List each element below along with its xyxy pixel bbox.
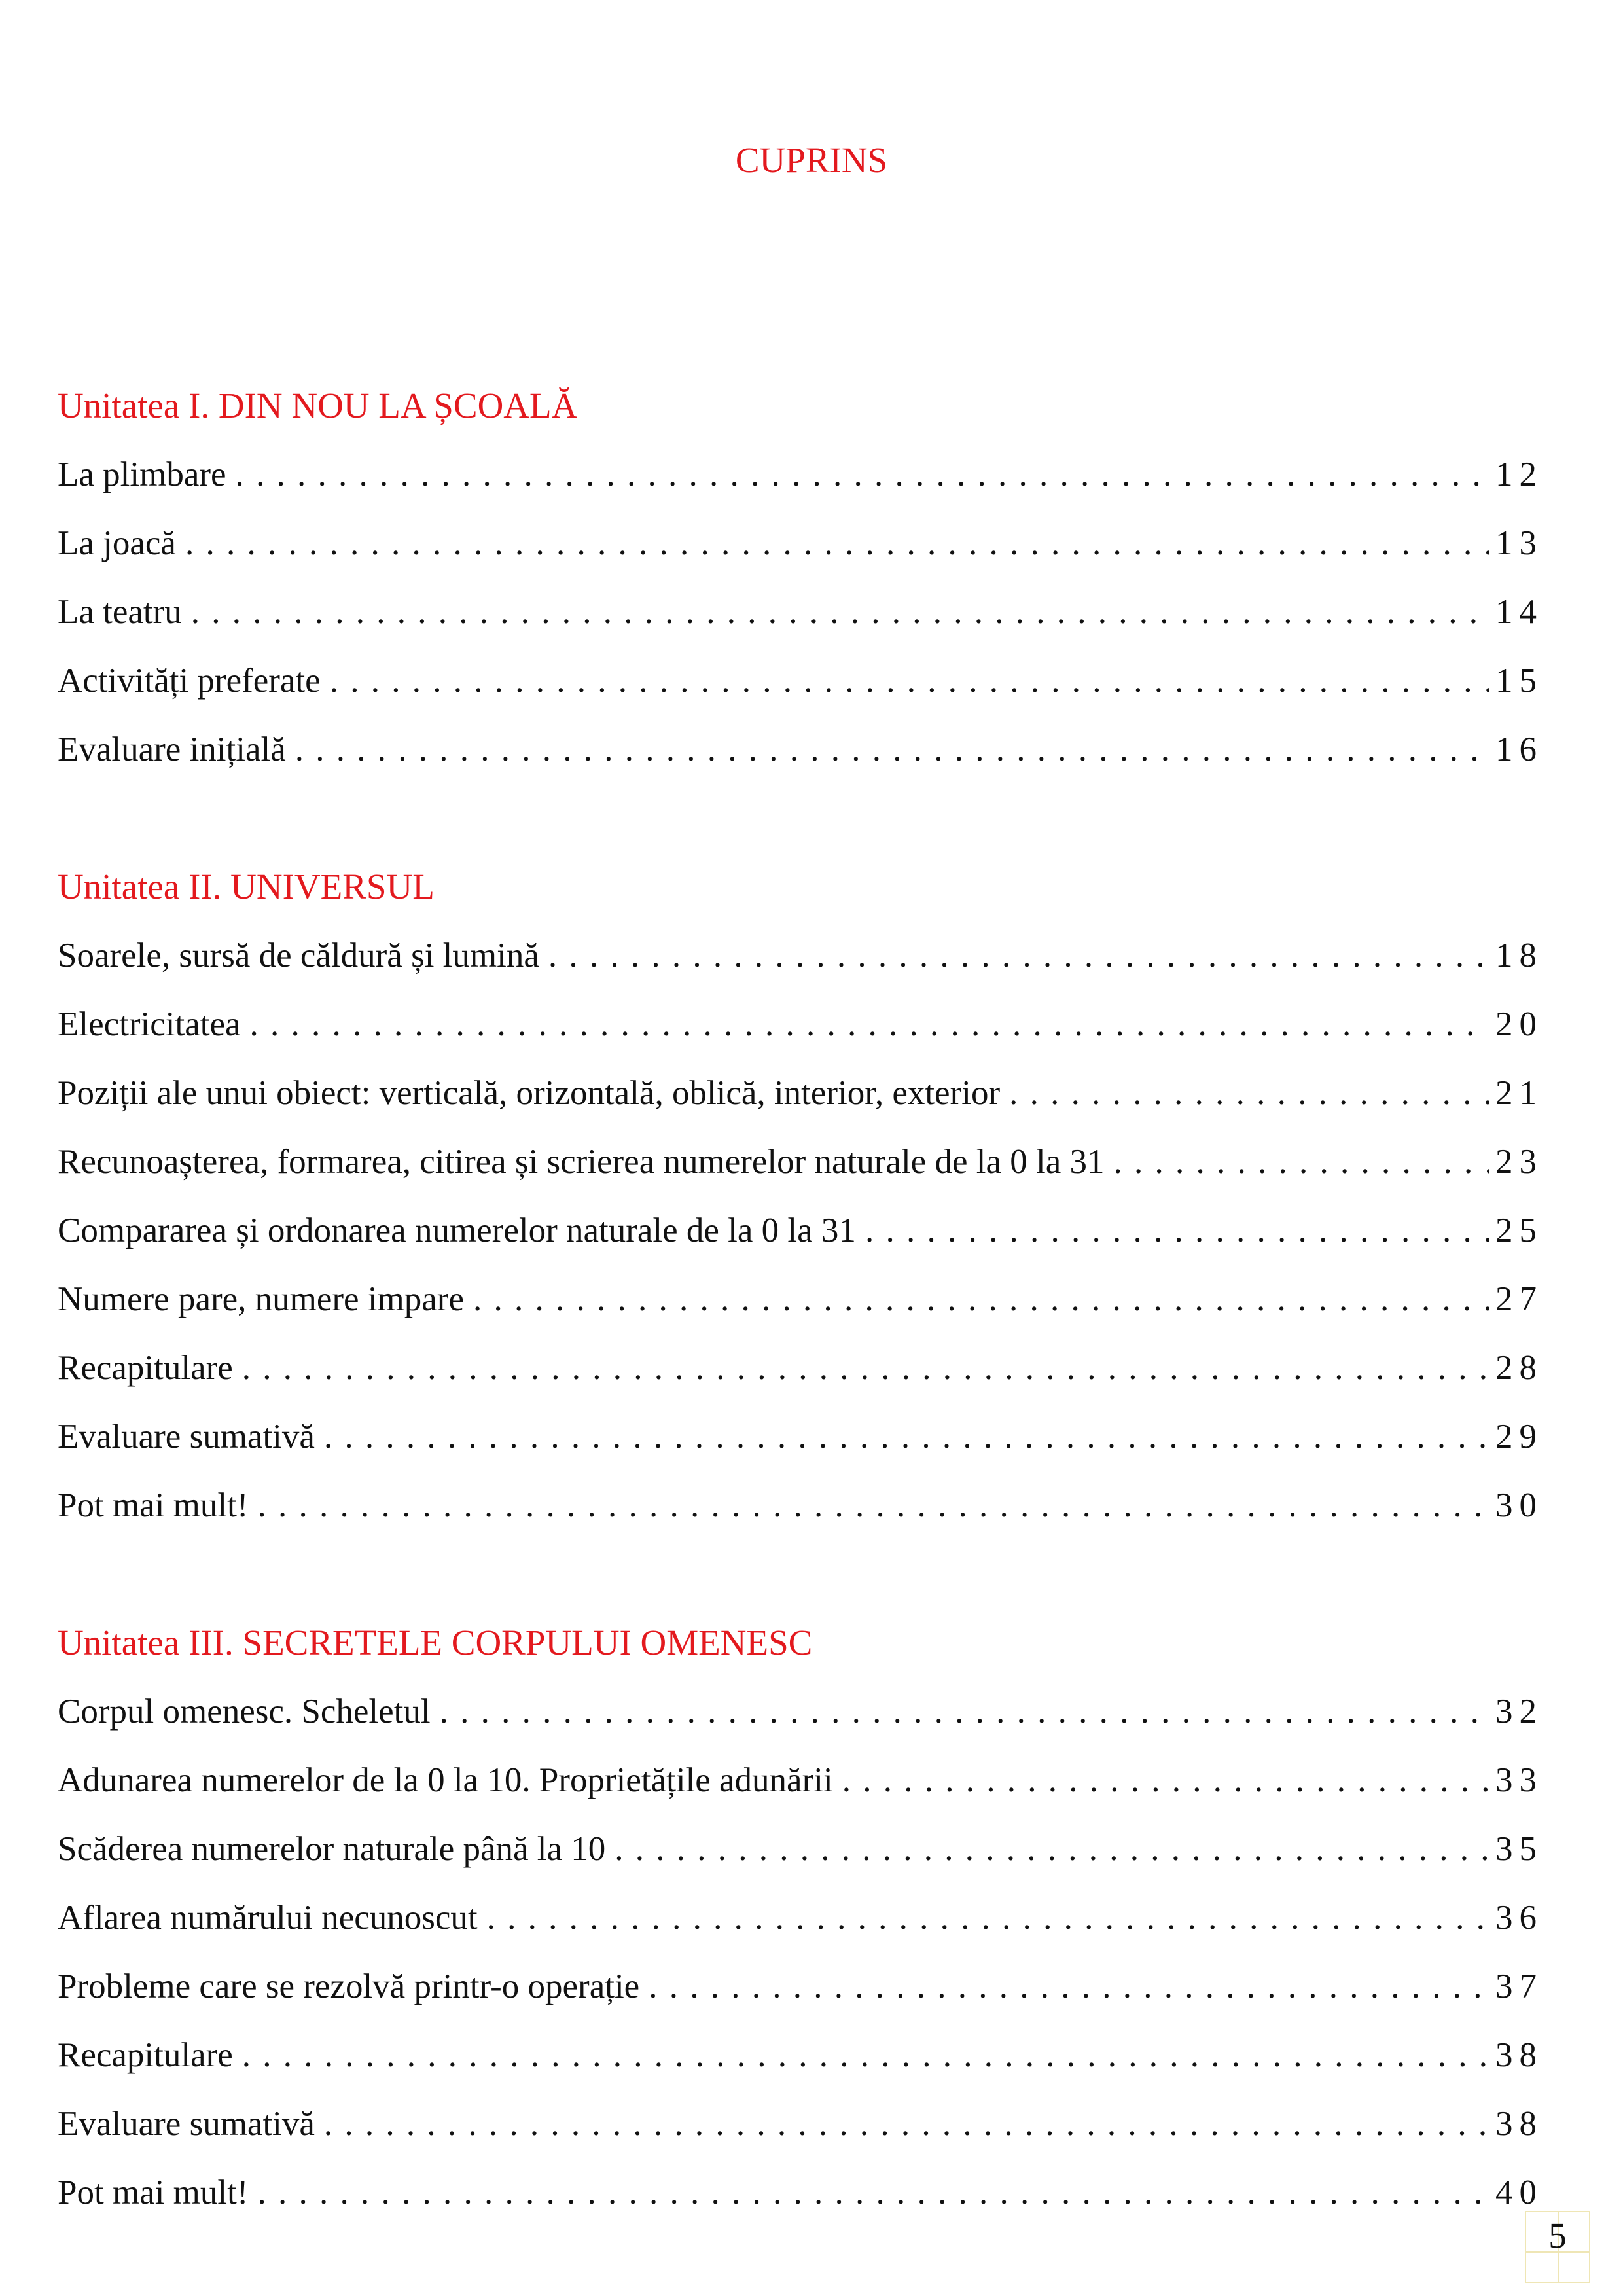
toc-entry-page: 28 xyxy=(1495,1349,1543,1387)
toc-entry-title: Recunoașterea, formarea, citirea și scrierea numerelor naturale de la 0 la 31 xyxy=(58,1143,1105,1181)
toc-entry-title: La joacă xyxy=(58,524,176,562)
dot-leader xyxy=(865,1204,1489,1257)
toc-entry[interactable] xyxy=(58,1892,1543,1944)
dot-leader xyxy=(250,998,1489,1050)
toc-entry-title: Scăderea numerelor naturale până la 10 xyxy=(58,1830,606,1868)
dot-leader xyxy=(242,1342,1489,1394)
toc-entry[interactable] xyxy=(58,655,1543,707)
toc-entry-title: Activități preferate xyxy=(58,662,321,700)
dot-leader xyxy=(324,1410,1489,1463)
dot-leader xyxy=(258,2166,1489,2219)
toc-entry-page: 33 xyxy=(1495,1761,1543,1799)
toc-entry[interactable] xyxy=(58,1685,1543,1738)
dot-leader xyxy=(842,1754,1489,1806)
dot-leader xyxy=(258,1479,1489,1532)
dot-leader xyxy=(330,655,1489,707)
toc-entry[interactable] xyxy=(58,2098,1543,2150)
dot-leader xyxy=(236,448,1489,501)
toc-entry[interactable] xyxy=(58,1410,1543,1463)
toc-entry-page: 36 xyxy=(1495,1899,1543,1937)
toc-entry-title: Soarele, sursă de căldură și lumină xyxy=(58,937,539,975)
toc-entry[interactable] xyxy=(58,723,1543,776)
toc-entry[interactable] xyxy=(58,1754,1543,1806)
unit-heading: Unitatea II. UNIVERSUL xyxy=(58,867,435,906)
dot-leader xyxy=(324,2098,1489,2150)
toc-entry-page: 40 xyxy=(1495,2174,1543,2212)
toc-entry-page: 27 xyxy=(1495,1280,1543,1318)
page-number: 5 xyxy=(1548,2215,1567,2255)
toc-entry-page: 38 xyxy=(1495,2105,1543,2143)
toc-entry-page: 25 xyxy=(1495,1211,1543,1249)
toc-entry-page: 37 xyxy=(1495,1967,1543,2005)
dot-leader xyxy=(1009,1067,1489,1119)
toc-entry-title: Evaluare inițială xyxy=(58,730,286,768)
toc-entry[interactable] xyxy=(58,1479,1543,1532)
toc-entry[interactable] xyxy=(58,1136,1543,1188)
dot-leader xyxy=(185,517,1489,569)
toc-entry-page: 30 xyxy=(1495,1486,1543,1524)
page-title: CUPRINS xyxy=(735,140,888,180)
toc-entry-title: Poziții ale unui obiect: verticală, orizontală, oblică, interior, exterior xyxy=(58,1074,1001,1112)
toc-entry[interactable] xyxy=(58,586,1543,638)
toc-entry[interactable] xyxy=(58,448,1543,501)
toc-entry-title: Evaluare sumativă xyxy=(58,2105,315,2143)
toc-entry-title: La plimbare xyxy=(58,456,226,493)
toc-entry-title: La teatru xyxy=(58,593,182,631)
dot-leader xyxy=(473,1273,1489,1325)
dot-leader xyxy=(487,1892,1489,1944)
dot-leader xyxy=(548,929,1489,982)
dot-leader xyxy=(615,1823,1489,1875)
toc-entry-title: Compararea și ordonarea numerelor naturale de la 0 la 31 xyxy=(58,1211,856,1249)
toc-entry-title: Recapitulare xyxy=(58,2036,233,2074)
toc-entry[interactable] xyxy=(58,1823,1543,1875)
toc-entry-title: Evaluare sumativă xyxy=(58,1418,315,1456)
unit-heading: Unitatea I. DIN NOU LA ȘCOALĂ xyxy=(58,386,578,425)
toc-entry-title: Recapitulare xyxy=(58,1349,233,1387)
toc-entry[interactable] xyxy=(58,929,1543,982)
toc-entry-page: 14 xyxy=(1495,593,1543,631)
toc-entry-title: Pot mai mult! xyxy=(58,2174,249,2212)
toc-entry[interactable] xyxy=(58,1273,1543,1325)
toc-entry-page: 15 xyxy=(1495,662,1543,700)
dot-leader xyxy=(191,586,1489,638)
toc-entry-title: Numere pare, numere impare xyxy=(58,1280,464,1318)
toc-entry[interactable] xyxy=(58,2029,1543,2081)
toc-entry-title: Probleme care se rezolvă printr-o operație xyxy=(58,1967,640,2005)
toc-entry-title: Electricitatea xyxy=(58,1005,241,1043)
toc-entry-page: 38 xyxy=(1495,2036,1543,2074)
toc-entry[interactable] xyxy=(58,1204,1543,1257)
toc-entry-page: 13 xyxy=(1495,524,1543,562)
toc-entry-page: 29 xyxy=(1495,1418,1543,1456)
toc-entry-page: 21 xyxy=(1495,1074,1543,1112)
toc-entry[interactable] xyxy=(58,517,1543,569)
dot-leader xyxy=(295,723,1489,776)
toc-entry[interactable] xyxy=(58,1342,1543,1394)
toc-entry-page: 18 xyxy=(1495,937,1543,975)
toc-entry-title: Pot mai mult! xyxy=(58,1486,249,1524)
dot-leader xyxy=(649,1960,1489,2013)
toc-entry-page: 23 xyxy=(1495,1143,1543,1181)
toc-entry-title: Aflarea numărului necunoscut xyxy=(58,1899,478,1937)
toc-entry-title: Corpul omenesc. Scheletul xyxy=(58,1693,431,1731)
dot-leader xyxy=(242,2029,1489,2081)
toc-entry-page: 32 xyxy=(1495,1693,1543,1731)
toc-entry-page: 12 xyxy=(1495,456,1543,493)
toc-entry-page: 20 xyxy=(1495,1005,1543,1043)
toc-entry[interactable] xyxy=(58,1960,1543,2013)
toc-entry-page: 16 xyxy=(1495,730,1543,768)
toc-entry-title: Adunarea numerelor de la 0 la 10. Proprietățile adunării xyxy=(58,1761,833,1799)
toc-entry-page: 35 xyxy=(1495,1830,1543,1868)
toc-entry[interactable] xyxy=(58,1067,1543,1119)
dot-leader xyxy=(440,1685,1489,1738)
dot-leader xyxy=(1113,1136,1489,1188)
unit-heading: Unitatea III. SECRETELE CORPULUI OMENESC xyxy=(58,1623,813,1662)
toc-entry[interactable] xyxy=(58,2166,1543,2219)
toc-entry[interactable] xyxy=(58,998,1543,1050)
